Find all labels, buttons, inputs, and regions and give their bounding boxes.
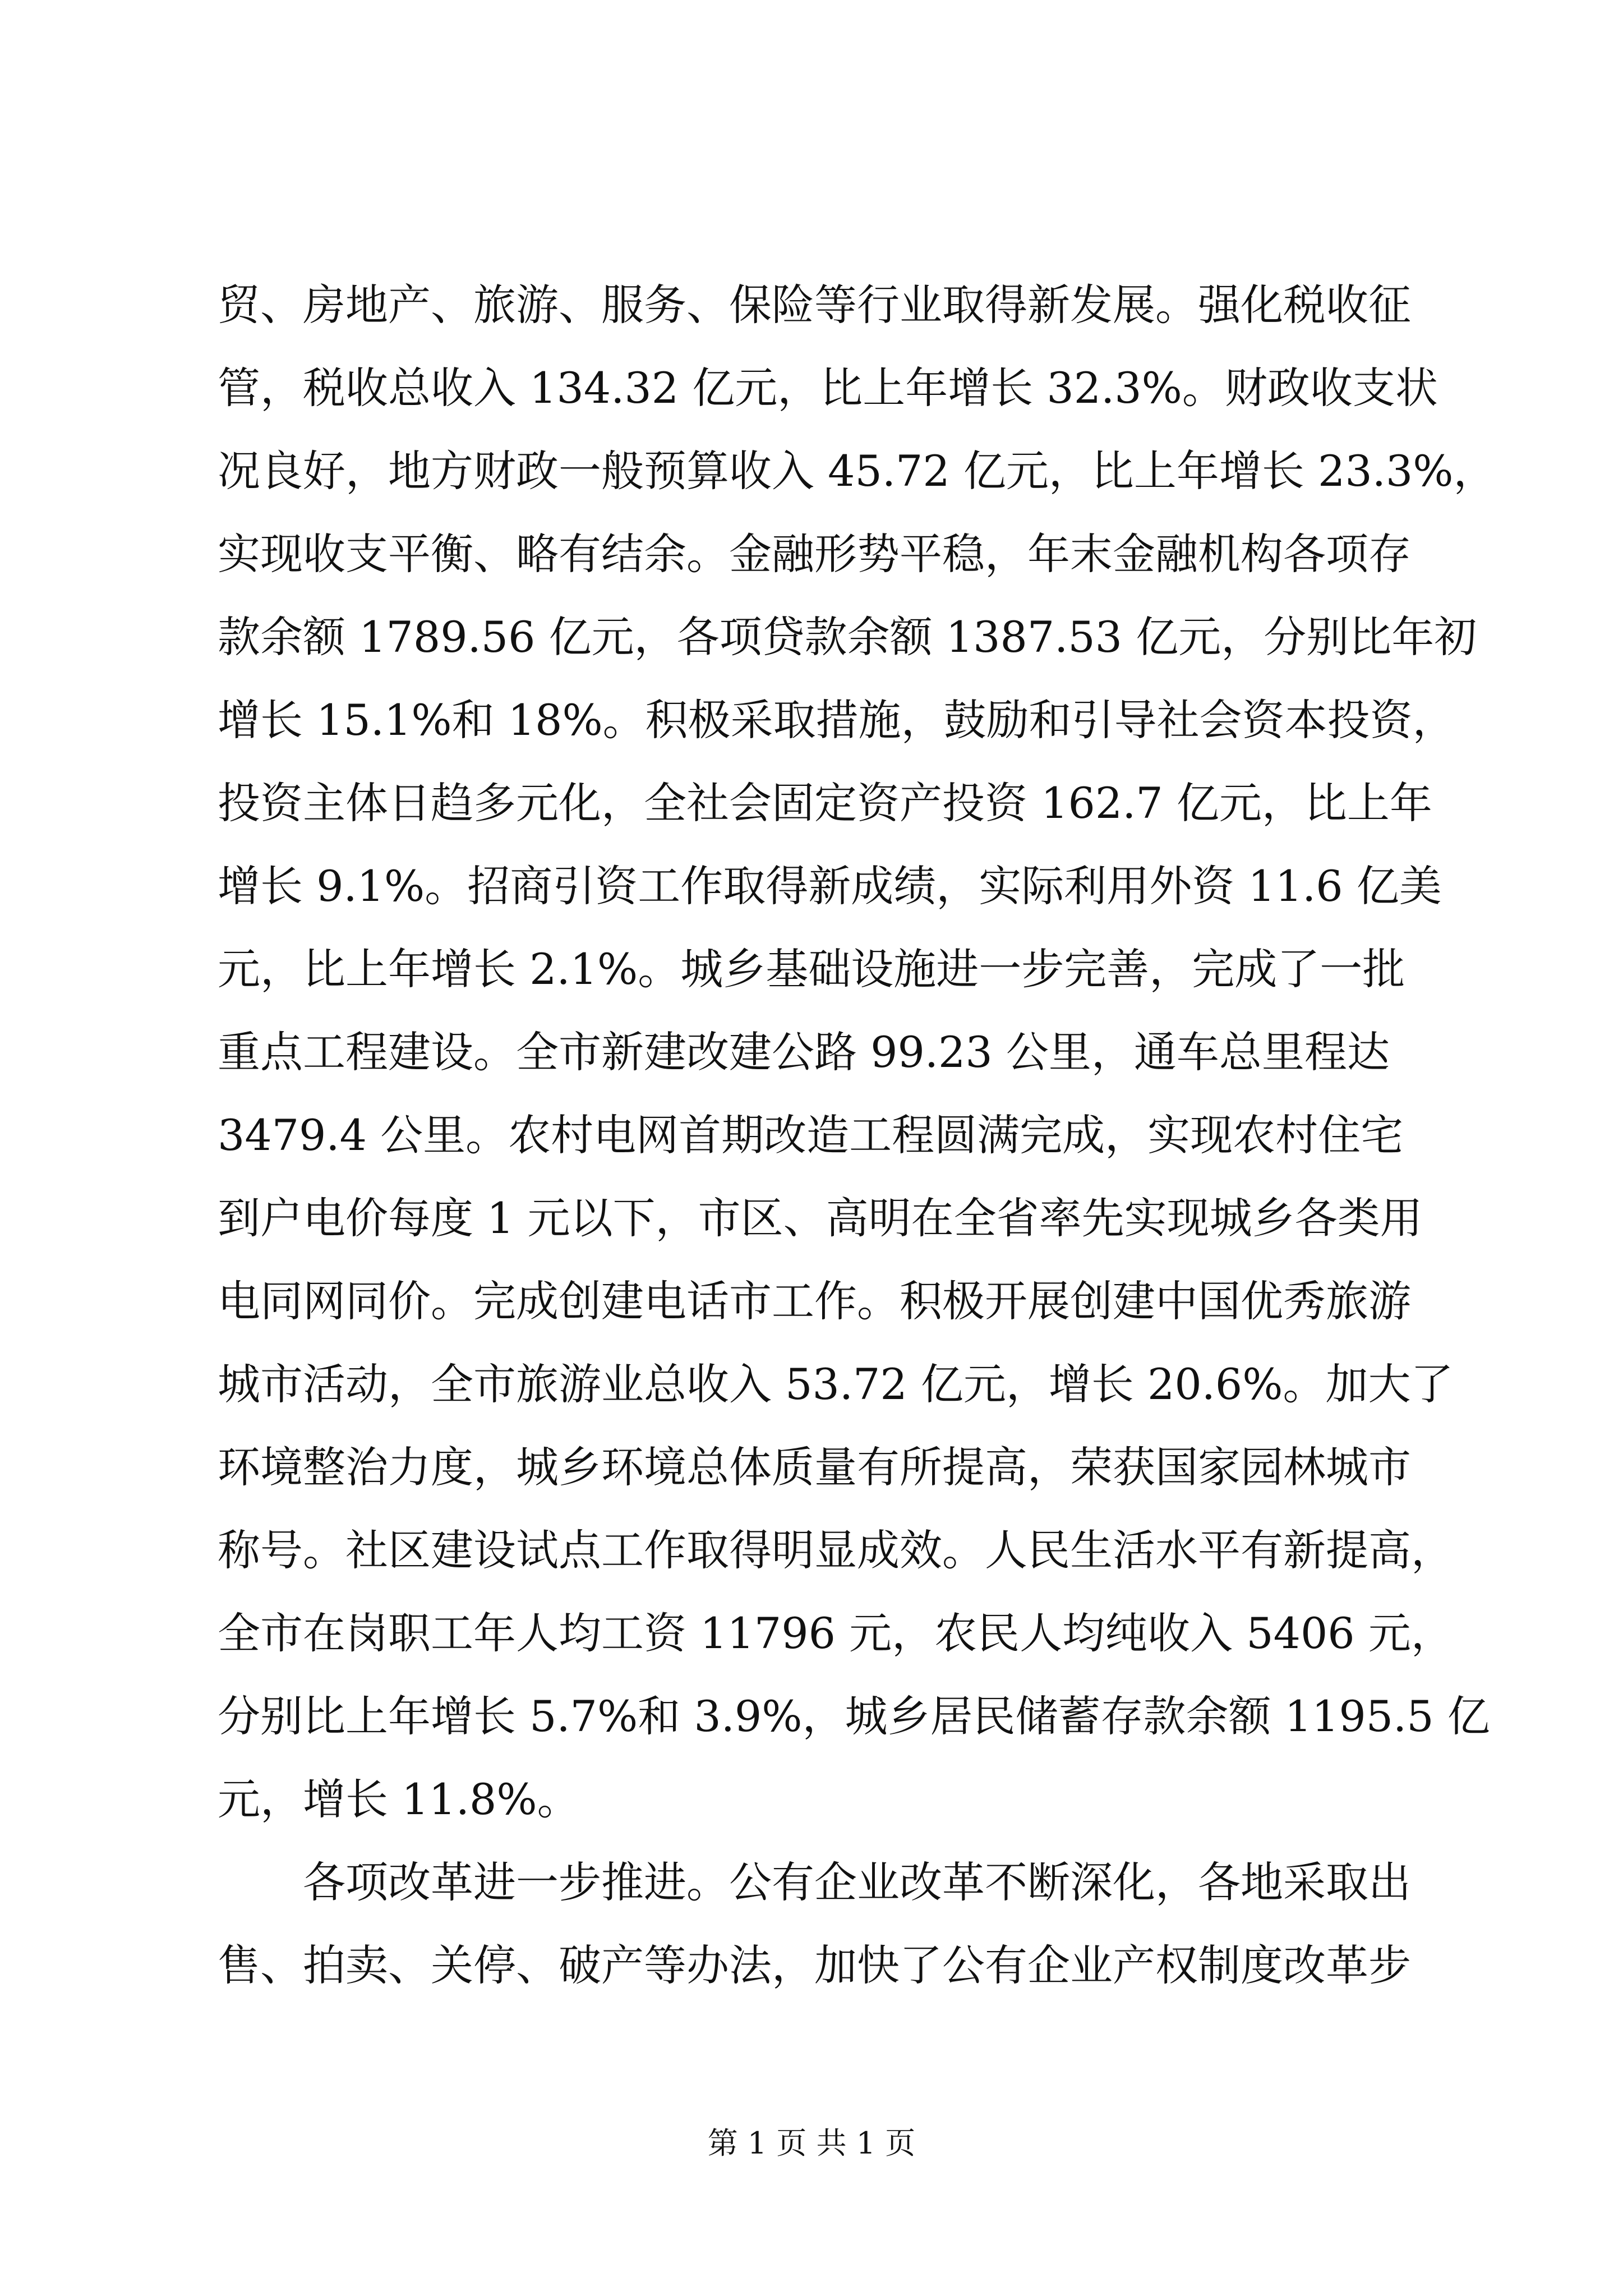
text-line: 元，增长 11.8%。	[218, 1774, 580, 1824]
text-line: 增长 15.1%和 18%。积极采取措施，鼓励和引导社会资本投资，	[218, 695, 1455, 745]
text-line: 况良好，地方财政一般预算收入 45.72 亿元，比上年增长 23.3%，	[218, 446, 1496, 496]
text-line: 元，比上年增长 2.1%。城乡基础设施进一步完善，完成了一批	[218, 944, 1405, 994]
text-line: 城市活动，全市旅游业总收入 53.72 亿元，增长 20.6%。加大了	[218, 1359, 1454, 1409]
text-line: 增长 9.1%。招商引资工作取得新成绩，实际利用外资 11.6 亿美	[218, 861, 1442, 911]
page-footer: 第 1 页 共 1 页	[707, 2125, 916, 2161]
text-line: 实现收支平衡、略有结余。金融形势平稳，年末金融机构各项存	[218, 529, 1411, 579]
paragraph-start-line: 各项改革进一步推进。公有企业改革不断深化，各地采取出	[303, 1857, 1411, 1907]
text-line: 投资主体日趋多元化，全社会固定资产投资 162.7 亿元，比上年	[218, 778, 1432, 828]
text-line: 电同网同价。完成创建电话市工作。积极开展创建中国优秀旅游	[218, 1276, 1411, 1326]
text-line: 贸、房地产、旅游、服务、保险等行业取得新发展。强化税收征	[218, 280, 1411, 330]
text-line: 款余额 1789.56 亿元，各项贷款余额 1387.53 亿元，分别比年初	[218, 612, 1477, 662]
text-line: 重点工程建设。全市新建改建公路 99.23 公里，通车总里程达	[218, 1027, 1390, 1077]
text-line: 管，税收总收入 134.32 亿元，比上年增长 32.3%。财政收支状	[218, 363, 1438, 413]
text-line: 到户电价每度 1 元以下，市区、高明在全省率先实现城乡各类用	[218, 1193, 1423, 1243]
body-text	[218, 264, 1496, 2007]
text-line: 称号。社区建设试点工作取得明显成效。人民生活水平有新提高，	[218, 1525, 1454, 1575]
text-line: 3479.4 公里。农村电网首期改造工程圆满完成，实现农村住宅	[218, 1110, 1404, 1160]
text-line: 售、拍卖、关停、破产等办法，加快了公有企业产权制度改革步	[218, 1940, 1411, 1990]
text-line: 全市在岗职工年人均工资 11796 元，农民人均纯收入 5406 元，	[218, 1608, 1454, 1658]
text-line: 分别比上年增长 5.7%和 3.9%，城乡居民储蓄存款余额 1195.5 亿	[218, 1691, 1490, 1741]
text-line: 环境整治力度，城乡环境总体质量有所提高，荣获国家园林城市	[218, 1442, 1411, 1492]
